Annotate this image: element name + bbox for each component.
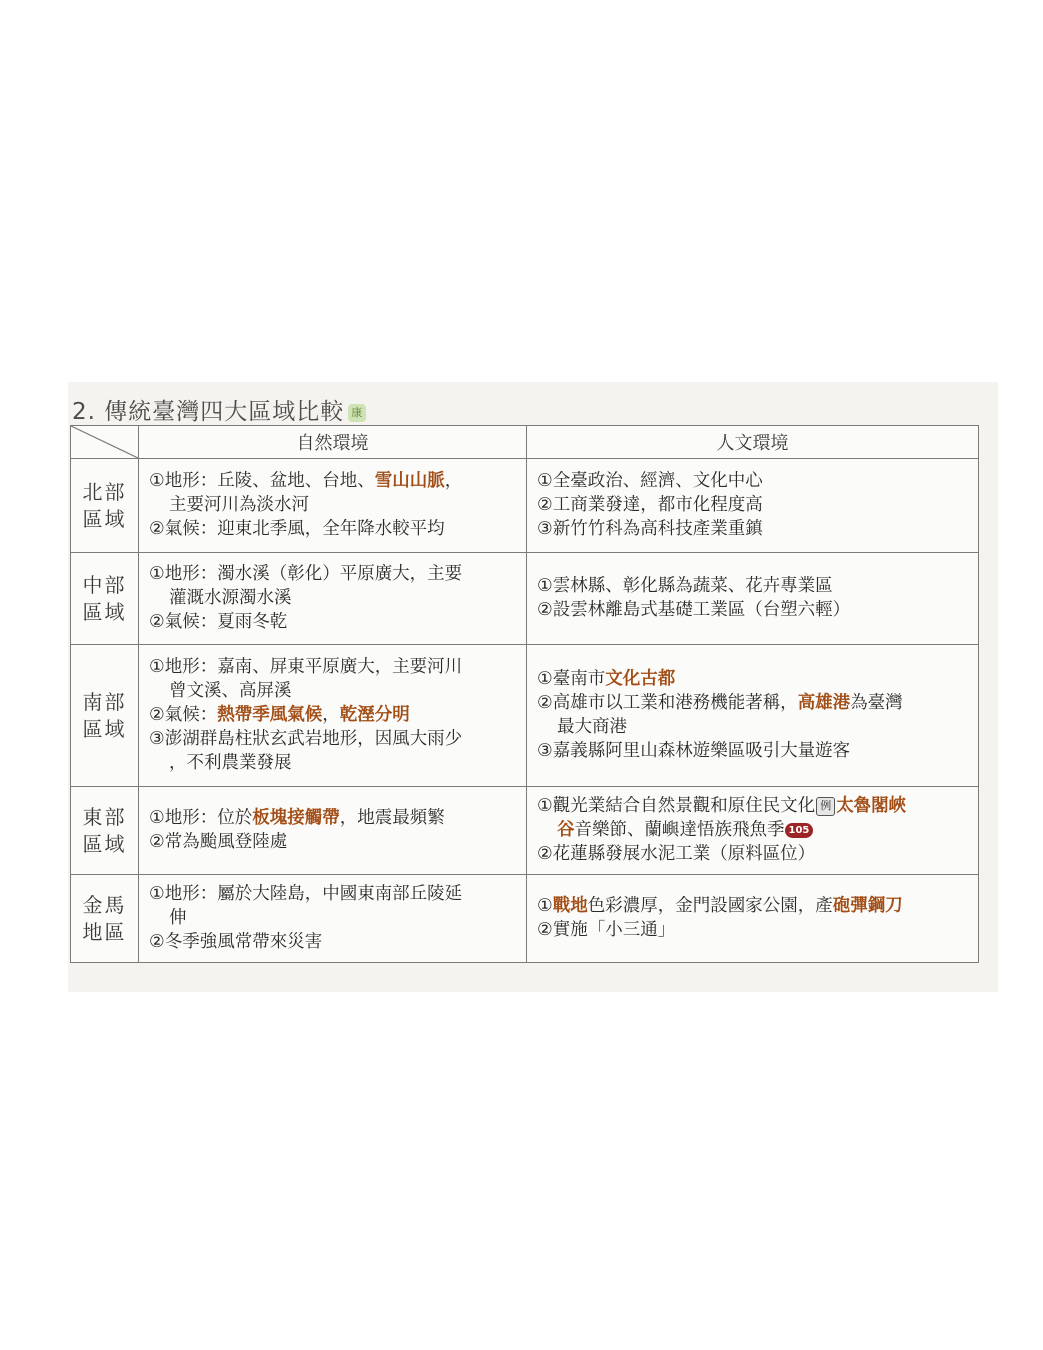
table-row [71,787,979,875]
example-badge-icon: 例 [816,797,835,816]
region-label-line: 東部 [82,804,127,829]
natural-line [149,930,518,954]
corner-diagonal [71,426,138,458]
natural-line [149,906,518,930]
human-line [537,517,970,541]
table-row [71,459,979,553]
highlight-text: 高雄港 [797,693,851,713]
line-text: ①地形：屬於大陸島，中國東南部丘陵延 [149,884,463,904]
exam-year-badge-icon: 105 [785,823,814,838]
table-row [71,645,979,787]
natural-line [149,517,518,541]
corner-cell [71,426,139,459]
highlight-text: 熱帶季風氣候 [217,705,323,725]
line-text: ③澎湖群島柱狀玄武岩地形，因風大雨少 [149,729,463,749]
human-line [537,574,970,598]
line-text: ②氣候： [149,705,218,725]
human-line [537,794,970,818]
region-label-line: 南部 [82,689,127,714]
line-text: ③新竹竹科為高科技產業重鎮 [537,519,763,539]
region-label-line: 北部 [82,479,127,504]
line-text: ①地形：位於 [149,808,253,828]
human-cell [527,553,979,645]
line-text: ①雲林縣、彰化縣為蔬菜、花卉專業區 [537,576,833,596]
region-label [71,553,139,645]
human-line [537,842,970,866]
line-text: 灌溉水源濁水溪 [169,588,292,608]
natural-line [149,751,518,775]
line-text: ②氣候：夏雨冬乾 [149,612,288,632]
region-label-line: 區域 [82,506,127,531]
line-text: ①臺南市 [537,669,606,689]
human-line [537,667,970,691]
region-label [71,459,139,553]
line-text: ①地形：丘陵、盆地、台地、 [149,471,375,491]
line-text: ②氣候：迎東北季風，全年降水較平均 [149,519,445,539]
table-row [71,875,979,963]
natural-line [149,830,518,854]
natural-line [149,806,518,830]
line-text: ，地震最頻繁 [339,808,445,828]
region-label-line: 區域 [82,599,127,624]
human-line [537,918,970,942]
publisher-tag-icon: 康 [348,404,366,422]
line-text: ①全臺政治、經濟、文化中心 [537,471,763,491]
natural-line [149,586,518,610]
section-title-text: 2. 傳統臺灣四大區域比較 [72,399,345,425]
region-label-line: 金馬 [82,892,127,917]
line-text: ， [444,471,463,491]
human-cell [527,645,979,787]
region-label-line: 地區 [82,919,127,944]
line-text: 主要河川為淡水河 [169,495,309,515]
human-cell [527,459,979,553]
highlight-text: 乾溼分明 [339,705,410,725]
region-label [71,645,139,787]
line-text: 最大商港 [557,717,627,737]
region-label-line: 中部 [82,572,127,597]
line-text: ②實施「小三通」 [537,920,676,940]
line-text: ②常為颱風登陸處 [149,832,288,852]
highlight-text: 砲彈鋼刀 [832,896,903,916]
line-text: ②冬季強風常帶來災害 [149,932,323,952]
human-line [537,493,970,517]
highlight-text: 文化古都 [605,669,676,689]
line-text: 色彩濃厚，金門設國家公園，產 [587,896,833,916]
line-text: ① [537,896,553,916]
natural-cell [139,645,527,787]
region-label [71,875,139,963]
highlight-text: 太魯閣峽 [836,796,907,816]
table-row [71,553,979,645]
natural-line [149,493,518,517]
highlight-text: 谷 [557,820,575,840]
natural-line [149,679,518,703]
line-text: ②花蓮縣發展水泥工業（原料區位） [537,844,816,864]
line-text: ②高雄市以工業和港務機能著稱， [537,693,798,713]
region-label-line: 區域 [82,716,127,741]
human-line [537,818,970,842]
natural-line [149,882,518,906]
line-text: 伸 [169,908,187,928]
section-title [72,393,366,426]
region-label [71,787,139,875]
natural-line [149,610,518,634]
region-label-line: 區域 [82,831,127,856]
line-text: ②工商業發達，都市化程度高 [537,495,763,515]
human-cell [527,875,979,963]
table-header-row [71,426,979,459]
human-line [537,691,970,715]
natural-line [149,727,518,751]
highlight-text: 雪山山脈 [374,471,445,491]
natural-line [149,562,518,586]
natural-line [149,703,518,727]
highlight-text: 戰地 [552,896,588,916]
header-natural: 自然環境 [139,426,527,459]
human-line [537,715,970,739]
human-cell [527,787,979,875]
line-text: 為臺灣 [850,693,903,713]
natural-cell [139,787,527,875]
human-line [537,739,970,763]
line-text: ①地形：嘉南、屏東平原廣大，主要河川 [149,657,463,677]
region-comparison-table [70,425,979,963]
line-text: ②設雲林離島式基礎工業區（台塑六輕） [537,600,851,620]
natural-cell [139,553,527,645]
line-text: ①地形：濁水溪（彰化）平原廣大，主要 [149,564,463,584]
line-text: ，不利農業發展 [169,753,292,773]
header-human: 人文環境 [527,426,979,459]
line-text: ①觀光業結合自然景觀和原住民文化 [537,796,816,816]
natural-line [149,655,518,679]
highlight-text: 板塊接觸帶 [252,808,340,828]
natural-cell [139,875,527,963]
line-text: ③嘉義縣阿里山森林遊樂區吸引大量遊客 [537,741,851,761]
line-text: 音樂節、蘭嶼達悟族飛魚季 [574,820,785,840]
human-line [537,894,970,918]
line-text: 曾文溪、高屏溪 [169,681,292,701]
human-line [537,598,970,622]
natural-cell [139,459,527,553]
human-line [537,469,970,493]
line-text: ， [322,705,340,725]
natural-line [149,469,518,493]
